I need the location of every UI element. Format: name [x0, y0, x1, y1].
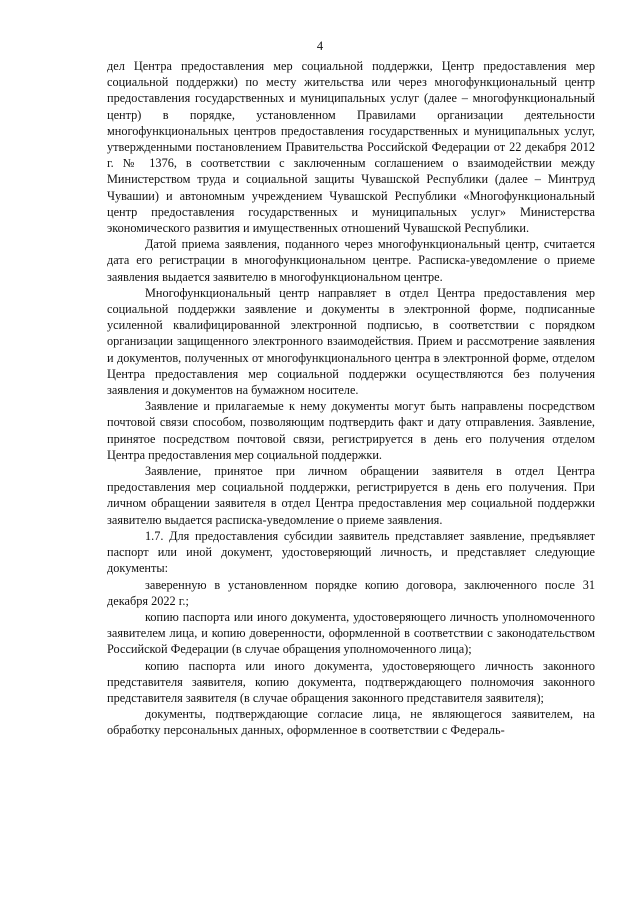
paragraph: Многофункциональный центр направляет в отдел Центра предоставления мер социальной поддержки заявление и документы в электронной форме, подписанные усиленной квалифицированной электронной подписью, в соответствии с порядком организации защищенного электронного взаимодействия. Прием и рассмотрение заявления и документов, полученных от многофункционального центра в электронной форме, отделом Центра предоставления мер социальной поддержки осуществляются без получения заявления и документов на бумажном носителе. [107, 285, 595, 398]
paragraph: Датой приема заявления, поданного через многофункциональный центр, считается дата его регистрации в многофункциональном центре. Расписка-уведомление о приеме заявления выдается заявителю в многофункциональном центре. [107, 237, 595, 284]
list-item: документы, подтверждающие согласие лица, не являющегося заявителем, на обработку персональных данных, оформленное в соответствии с Федераль- [107, 707, 595, 738]
page-number: 4 [316, 39, 324, 53]
paragraph-section-1-7: 1.7. Для предоставления субсидии заявитель представляет заявление, предъявляет паспорт или иной документ, удостоверяющий личность, и представляет следующие документы: [107, 528, 595, 576]
list-item: заверенную в установленном порядке копию договора, заключенного после 31 декабря 2022 г.; [107, 577, 595, 608]
paragraph: Заявление, принятое при личном обращении заявителя в отдел Центра предоставления мер социальной поддержки, регистрируется в день его получения. При личном обращении заявителя в отдел Центра предоставления мер социальной поддержки заявителю выдается расписка-уведомление о приеме заявления. [107, 464, 595, 527]
list-item: копию паспорта или иного документа, удостоверяющего личность законного представителя заявителя, копию документа, подтверждающего полномочия законного представителя заявителя (в случае обращения законного представителя заявителя); [107, 658, 595, 705]
list-item: копию паспорта или иного документа, удостоверяющего личность уполномоченного заявителем лица, и копию доверенности, оформленной в соответствии с законодательством Российской Федерации (в случае обращения уполномоченного лица); [107, 609, 595, 657]
paragraph-continuation: дел Центра предоставления мер социальной поддержки, Центр предоставления мер социальной поддержки) по месту жительства или через многофункциональный центр предоставления государственных и муниципальных услуг (далее – многофункциональный центр) в порядке, установленном Правилами организации деятельности многофункциональных центров предоставления государственных и муниципальных услуг, утвержденными постановлением Правительства Российской Федерации от 22 декабря 2012 г. № 1376, в соответствии с заключенным соглашением о взаимодействии между Министерством труда и социальной защиты Чувашской Республики (далее – Минтруд Чувашии) и автономным учреждением Чувашской Республики «Многофункциональный центр предоставления государственных и муниципальных услуг» Министерства экономического развития и имущественных отношений Чувашской Республики. [107, 59, 595, 236]
paragraph: Заявление и прилагаемые к нему документы могут быть направлены посредством почтовой связи способом, позволяющим подтвердить факт и дату отправления. Заявление, принятое посредством почтовой связи, регистрируется в день его получения отделом Центра предоставления мер социальной поддержки. [107, 399, 595, 462]
document-body [107, 58, 595, 739]
